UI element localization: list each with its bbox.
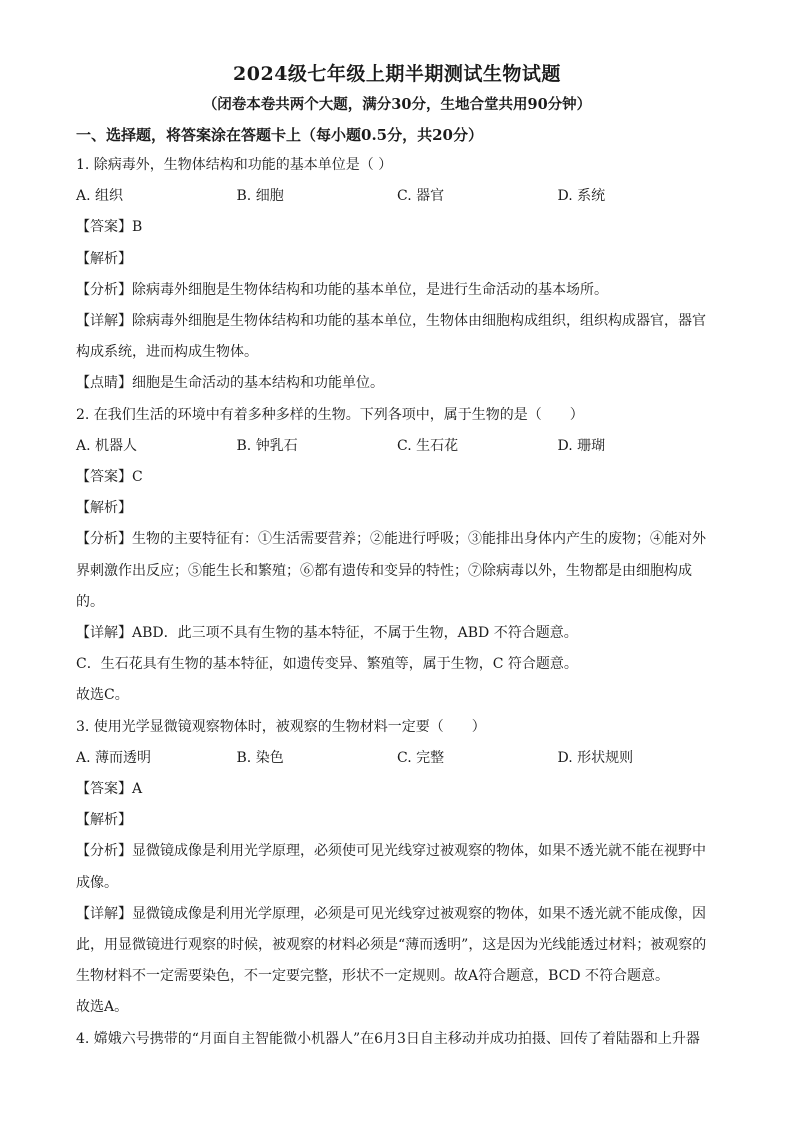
question-options (76, 181, 718, 212)
section-heading: 一、选择题，将答案涂在答题卡上（每小题0.5分，共20分） (76, 126, 483, 144)
document-page (76, 58, 718, 1055)
question-options (76, 743, 718, 774)
option-d: D. 珊瑚 (557, 437, 606, 454)
option-b: B. 染色 (236, 749, 284, 766)
option-c: C. 器官 (397, 188, 445, 205)
question-3 (76, 712, 718, 1024)
detail-text: 【详解】除病毒外细胞是生物体结构和功能的基本单位，生物体由细胞构成组织，组织构成器官，器官构成系统，进而构成生物体。 (76, 313, 706, 361)
option-a: A. 薄而透明 (76, 749, 152, 766)
jiexi-label: 【解析】 (76, 250, 132, 267)
conclusion-text: 故选A。 (76, 999, 129, 1016)
option-a: A. 机器人 (76, 437, 138, 454)
option-d: D. 形状规则 (557, 749, 634, 766)
jiexi-label: 【解析】 (76, 812, 132, 829)
answer-line: 【答案】B (76, 219, 143, 236)
detail-extra-text: C．生石花具有生物的基本特征，如遗传变异、繁殖等，属于生物，C 符合题意。 (76, 656, 578, 673)
comment-text: 【点睛】细胞是生命活动的基本结构和功能单位。 (76, 375, 384, 392)
option-b: B. 细胞 (236, 188, 284, 205)
question-stem: 4. 嫦娥六号携带的“月面自主智能微小机器人”在6月3日自主移动并成功拍摄、回传了着陆器和上升器 (76, 1030, 700, 1047)
question-stem: 2. 在我们生活的环境中有着多种多样的生物。下列各项中，属于生物的是（ ） (76, 406, 584, 423)
question-stem: 1. 除病毒外，生物体结构和功能的基本单位是（ ） (76, 157, 393, 173)
question-4 (76, 1024, 718, 1055)
option-d: D. 系统 (557, 188, 606, 205)
question-2 (76, 400, 718, 712)
question-stem: 3. 使用光学显微镜观察物体时，被观察的生物材料一定要（ ） (76, 718, 486, 735)
page-title: 2024级七年级上期半期测试生物试题 (233, 63, 561, 85)
answer-line: 【答案】C (76, 469, 143, 485)
answer-line: 【答案】A (76, 781, 143, 798)
analysis-text: 【分析】生物的主要特征有：①生活需要营养；②能进行呼吸；③能排出身体内产生的废物；④能对外界刺激作出反应；⑤能生长和繁殖；⑥都有遗传和变异的特性；⑦除病毒以外，生物都是由细胞构成的。 (76, 531, 706, 610)
analysis-text: 【分析】显微镜成像是利用光学原理，必须使可见光线穿过被观察的物体，如果不透光就不能在视野中成像。 (76, 843, 706, 891)
jiexi-label: 【解析】 (76, 500, 132, 517)
option-c: C. 完整 (397, 749, 445, 766)
option-b: B. 钟乳石 (236, 437, 298, 454)
option-a: A. 组织 (76, 188, 124, 205)
conclusion-text: 故选C。 (76, 687, 129, 704)
option-c: C. 生石花 (397, 437, 459, 454)
analysis-text: 【分析】除病毒外细胞是生物体结构和功能的基本单位，是进行生命活动的基本场所。 (76, 281, 608, 298)
page-subtitle: （闭卷本卷共两个大题，满分30分，生地合堂共用90分钟） (202, 96, 592, 113)
detail-text: 【详解】显微镜成像是利用光学原理，必须是可见光线穿过被观察的物体，如果不透光就不能成像，因此，用显微镜进行观察的时候，被观察的材料必须是“薄而透明”，这是因为光线能透过材料；被观察的生物材料不一定需要染色，不一定要完整，形状不一定规则。故A符合题意，BCD 不符合题意。 (76, 905, 707, 985)
detail-text: 【详解】ABD．此三项不具有生物的基本特征，不属于生物，ABD 不符合题意。 (76, 625, 578, 642)
question-1 (76, 150, 718, 400)
question-options (76, 431, 718, 462)
